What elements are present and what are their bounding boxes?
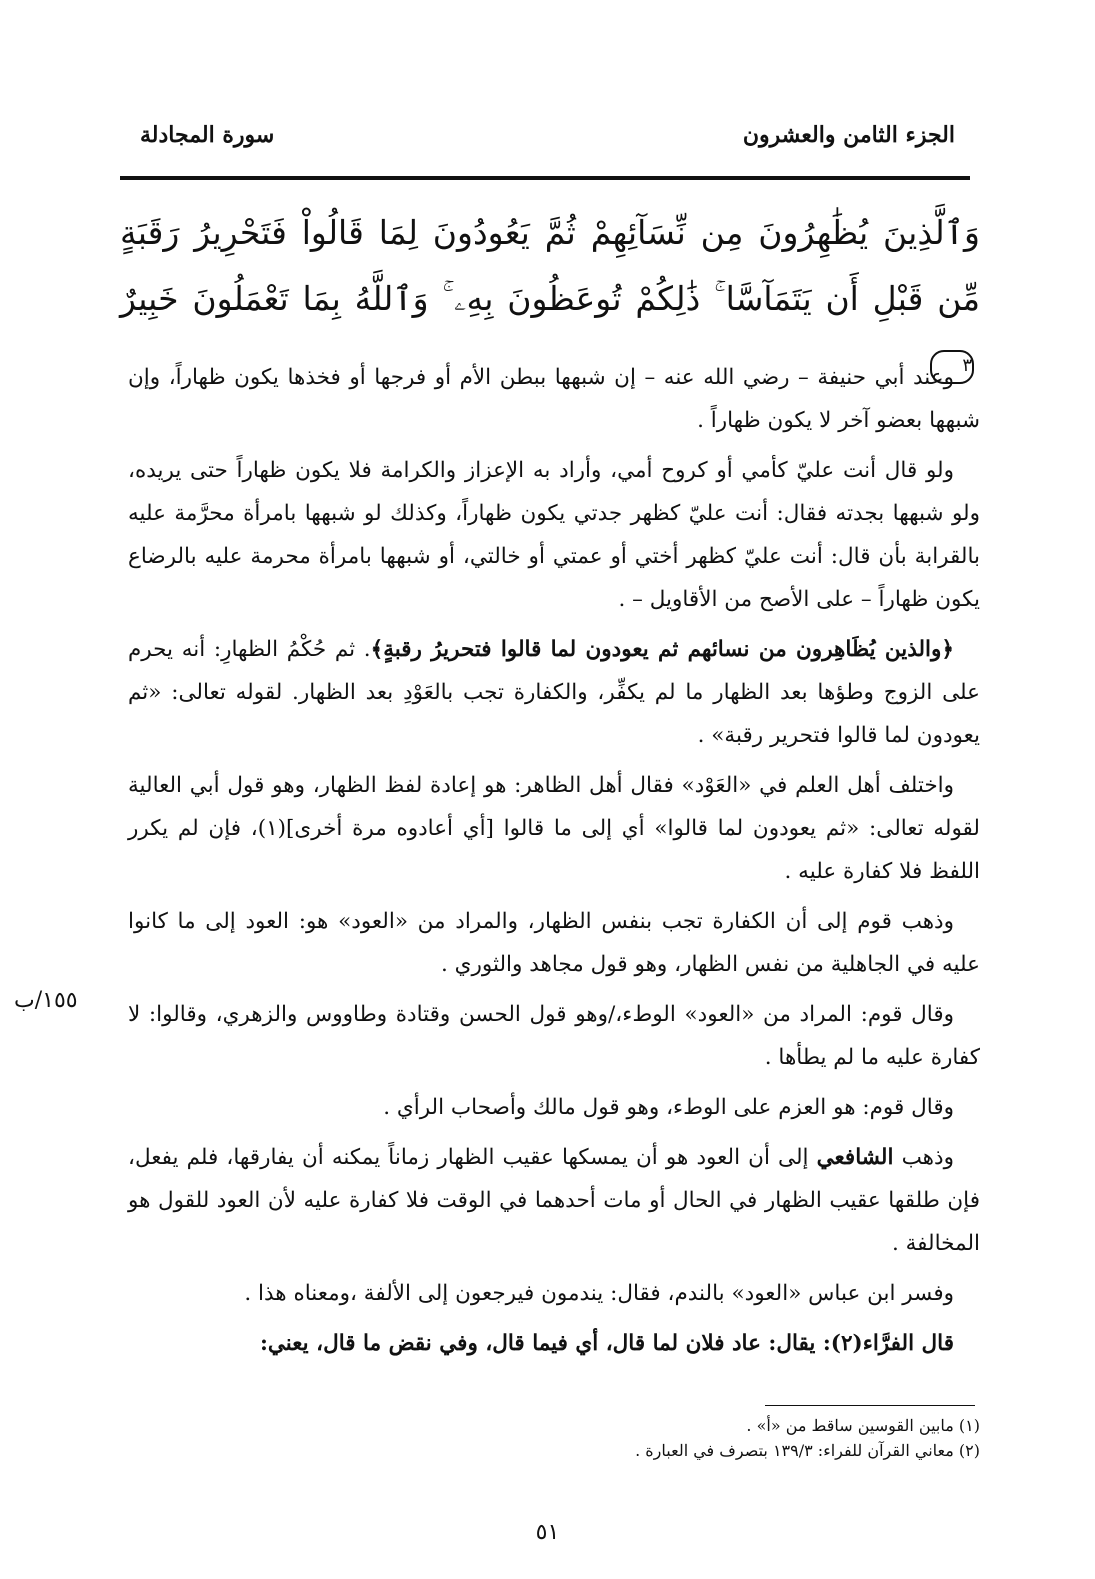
quran-verse (120, 200, 980, 376)
page-number: ٥١ (535, 1520, 560, 1545)
verse-number-marker: ٣ (930, 350, 974, 384)
header-rule (120, 176, 970, 180)
paragraph-farra (128, 1322, 980, 1365)
paragraph-ibn-abbas: وفسر ابن عباس «العود» بالندم، فقال: يندمون فيرجعون إلى الألفة ،ومعناه هذا . (244, 1281, 954, 1306)
paragraph-shafii (128, 1136, 980, 1265)
paragraph-kaummi: ولو قال أنت عليّ كأمي أو كروح أمي، وأراد به الإعزاز والكرامة فلا يكون ظهاراً حتى يريده، ولو شبهها بجدته فقال: أنت عليّ كظهر جدتي يكون ظهاراً، وكذلك لو شبهها بامرأة محرَّمة عليه بالقرابة بأن قال: أنت عليّ كظهر أختي أو عمتي أو خالتي، أو شبهها بامرأة محرمة عليه بالرضاع يكون ظهاراً – على الأصح من الأقاويل – . (128, 458, 980, 612)
farra-quote: قال الفرَّاء(٢): يقال: عاد فلان لما قال، أي فيما قال، وفي نقض ما قال، يعني: (259, 1331, 954, 1356)
verse-text: وَٱلَّذِينَ يُظَٰهِرُونَ مِن نِّسَآئِهِمْ ثُمَّ يَعُودُونَ لِمَا قَالُواْ فَتَحْرِيرُ رَقَبَةٍ مِّن قَبْلِ أَن يَتَمَآسَّا ۚ ذَٰلِكُمْ تُوعَظُونَ بِهِۦ ۚ وَٱللَّهُ بِمَا تَعْمَلُونَ خَبِيرٌ (120, 213, 980, 318)
running-header-surah: سورة المجادلة (140, 122, 275, 148)
verse-quote-commentary: . ثم حُكْمُ الظهارِ: أنه يحرم على الزوج وطؤها بعد الظهار ما لم يكفِّر، والكفارة تجب بالعَوْدِ بعد الظهار. لقوله تعالى: «ثم يعودون لما قالوا فتحرير رقبة» . (128, 637, 980, 748)
paragraph-kaffara-nafs: وذهب قوم إلى أن الكفارة تجب بنفس الظهار، والمراد من «العود» هو: العود إلى ما كانوا عليه في الجاهلية من نفس الظهار، وهو قول مجاهد والثوري . (128, 909, 980, 977)
footnote-rule (765, 1405, 975, 1406)
commentary-body (128, 356, 980, 1372)
paragraph-azm: وقال قوم: هو العزم على الوطء، وهو قول مالك وأصحاب الرأي . (383, 1095, 954, 1120)
footnotes (120, 1413, 980, 1463)
paragraph-verse-quote (128, 628, 980, 757)
paragraph-watha: وقال قوم: المراد من «العود» الوطء،/وهو قول الحسن وقتادة وطاووس والزهري، وقالوا: لا كفارة عليه ما لم يطأها . (128, 1002, 980, 1070)
running-header-part: الجزء الثامن والعشرون (742, 122, 955, 148)
shafii-lead: وذهب (893, 1145, 954, 1170)
paragraph-abu-hanifa: وعند أبي حنيفة – رضي الله عنه – إن شبهها ببطن الأم أو فرجها أو فخذها يكون ظهاراً، وإن شبهها بعضو آخر لا يكون ظهاراً . (128, 365, 980, 433)
paragraph-awd-dispute: واختلف أهل العلم في «العَوْد» فقال أهل الظاهر: هو إعادة لفظ الظهار، وهو قول أبي العالية لقوله تعالى: «ثم يعودون لما قالوا» أي إلى ما قالوا [أي أعادوه مرة أخرى](١)، فإن لم يكرر اللفظ فلا كفارة عليه . (128, 773, 980, 884)
footnote-2: (٢) معاني القرآن للفراء: ١٣٩/٣ بتصرف في العبارة . (635, 1441, 980, 1460)
shafii-name: الشافعي (816, 1145, 894, 1170)
shafii-rest: إلى أن العود هو أن يمسكها عقيب الظهار زماناً يمكنه أن يفارقها، فلم يفعل، فإن طلقها عقيب الظهار في الحال أو مات أحدهما في الوقت فلا كفارة عليه لأن العود للقول هو المخالفة . (128, 1145, 980, 1256)
footnote-1: (١) مابين القوسين ساقط من «أ» . (746, 1416, 980, 1435)
manuscript-folio-note: ١٥٥/ب (14, 988, 78, 1013)
verse-quote: ﴿والذين يُظَاهِرون من نسائهم ثم يعودون لما قالوا فتحريرُ رقبةٍ﴾ (370, 637, 955, 662)
